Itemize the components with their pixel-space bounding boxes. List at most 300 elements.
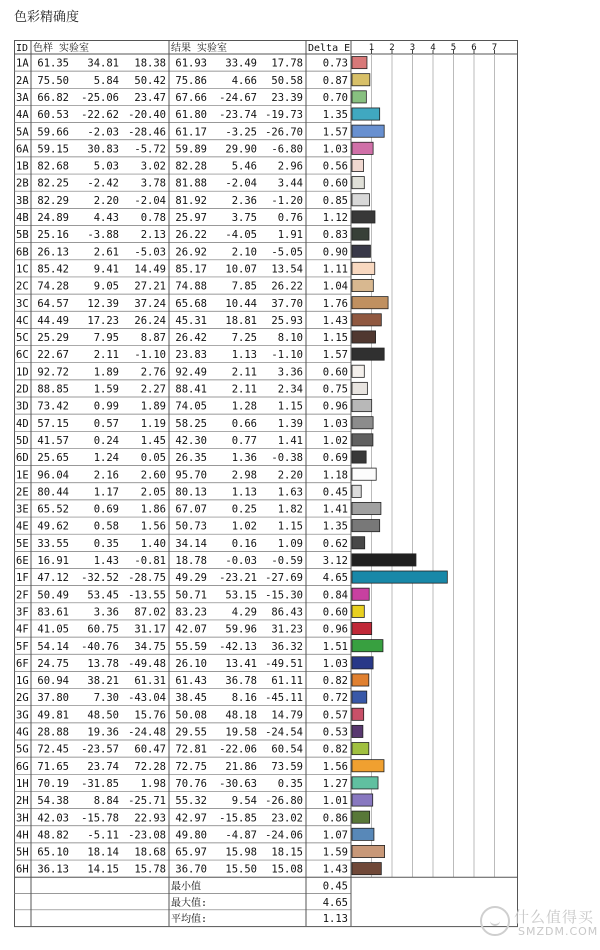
- res-b-value: 1.91: [277, 229, 303, 242]
- row-id: 2E: [16, 486, 29, 499]
- row-id: 6B: [16, 246, 29, 259]
- ref-a-value: 2.61: [93, 246, 119, 259]
- delta-e-value: 1.03: [322, 417, 348, 430]
- delta-e-bar: [352, 485, 361, 497]
- delta-e-bar: [352, 194, 369, 206]
- delta-e-value: 1.51: [322, 640, 348, 653]
- row-id: 3D: [16, 400, 29, 413]
- res-l-value: 72.75: [175, 760, 207, 773]
- res-b-value: 3.44: [277, 177, 303, 190]
- ref-b-value: 8.87: [140, 332, 166, 345]
- delta-e-bar: [352, 57, 367, 69]
- delta-e-value: 0.96: [322, 623, 348, 636]
- row-id: 6A: [16, 143, 29, 156]
- row-id: 6H: [16, 863, 29, 876]
- delta-e-value: 1.02: [322, 434, 348, 447]
- res-b-value: -27.69: [265, 572, 303, 585]
- ref-a-value: -15.78: [81, 812, 119, 825]
- delta-e-value: 1.56: [322, 760, 348, 773]
- ref-b-value: 1.19: [140, 417, 166, 430]
- delta-e-bar: [352, 725, 363, 737]
- ref-l-value: 60.94: [37, 675, 69, 688]
- res-a-value: 0.25: [231, 503, 257, 516]
- ref-a-value: 14.15: [87, 863, 119, 876]
- row-id: 5F: [16, 640, 29, 653]
- delta-e-value: 0.85: [322, 194, 348, 207]
- row-id: 1F: [16, 572, 29, 585]
- delta-e-bar: [352, 811, 370, 823]
- ref-b-value: 22.93: [134, 812, 166, 825]
- ref-l-value: 28.88: [37, 726, 69, 739]
- res-b-value: 50.58: [271, 74, 303, 87]
- delta-e-value: 1.35: [322, 520, 348, 533]
- watermark-text: 什么值得买: [514, 908, 595, 926]
- res-l-value: 18.78: [175, 555, 207, 567]
- ref-l-value: 22.67: [37, 349, 69, 362]
- ref-a-value: 23.74: [87, 760, 119, 773]
- scale-tick-label: 1: [368, 43, 375, 53]
- row-id: 3H: [16, 812, 29, 825]
- delta-e-bar: [352, 177, 364, 189]
- ref-a-value: -5.11: [87, 829, 119, 842]
- summary-value: 0.45: [322, 880, 348, 893]
- ref-b-value: 1.56: [140, 520, 166, 533]
- ref-b-value: -23.08: [128, 829, 166, 842]
- res-l-value: 74.88: [175, 280, 207, 293]
- ref-b-value: -13.55: [128, 589, 166, 602]
- delta-e-value: 1.01: [322, 795, 348, 808]
- delta-e-value: 1.35: [322, 109, 348, 122]
- ref-l-value: 71.65: [37, 760, 69, 773]
- res-l-value: 26.22: [175, 229, 207, 242]
- res-b-value: -1.20: [271, 194, 303, 207]
- ref-a-value: 1.43: [93, 555, 119, 567]
- delta-e-value: 0.72: [322, 692, 348, 705]
- res-b-value: 31.23: [271, 623, 303, 636]
- delta-e-bar: [352, 520, 380, 532]
- res-b-value: -24.54: [265, 726, 303, 739]
- delta-e-bar: [352, 622, 372, 634]
- res-l-value: 61.93: [175, 57, 207, 70]
- res-l-value: 67.66: [175, 91, 207, 104]
- res-l-value: 61.17: [175, 126, 207, 139]
- ref-b-value: 15.76: [134, 709, 166, 722]
- row-id: 3F: [16, 606, 29, 619]
- delta-e-bar: [352, 588, 369, 600]
- ref-l-value: 92.72: [37, 366, 69, 379]
- ref-l-value: 82.29: [37, 194, 69, 207]
- scale-tick-label: 4: [430, 43, 436, 53]
- ref-l-value: 44.49: [37, 314, 69, 327]
- res-b-value: 13.54: [271, 263, 303, 276]
- ref-l-value: 65.10: [37, 846, 69, 859]
- ref-a-value: 8.84: [93, 795, 119, 808]
- ref-l-value: 25.16: [37, 229, 69, 242]
- delta-e-bar: [352, 279, 373, 291]
- res-b-value: 17.78: [271, 57, 303, 70]
- ref-a-value: 53.45: [87, 589, 119, 602]
- ref-a-value: 0.58: [93, 520, 119, 533]
- scale-tick-label: 3: [409, 43, 416, 53]
- ref-a-value: -32.52: [81, 572, 119, 585]
- res-a-value: 10.07: [225, 263, 257, 276]
- scale-tick-label: 6: [471, 43, 477, 53]
- ref-a-value: 2.11: [93, 349, 119, 362]
- delta-e-bar: [352, 777, 378, 789]
- res-b-value: -26.80: [265, 795, 303, 808]
- res-a-value: -22.06: [219, 743, 257, 756]
- delta-e-value: 1.07: [322, 829, 348, 842]
- delta-e-value: 0.60: [322, 177, 348, 190]
- res-a-value: 29.90: [225, 143, 257, 156]
- delta-e-value: 0.82: [322, 743, 348, 756]
- row-id: 5H: [16, 846, 29, 859]
- ref-b-value: -49.48: [128, 657, 166, 670]
- scale-tick-label: 7: [491, 43, 498, 53]
- ref-b-value: 37.24: [134, 297, 166, 310]
- res-a-value: 15.50: [225, 863, 257, 876]
- delta-e-bar: [352, 382, 367, 394]
- res-a-value: 2.98: [231, 469, 257, 482]
- delta-e-bar: [352, 451, 366, 463]
- res-b-value: -45.11: [265, 692, 303, 705]
- ref-a-value: -31.85: [81, 777, 119, 790]
- ref-a-value: 12.39: [87, 297, 119, 310]
- res-b-value: 86.43: [271, 606, 303, 619]
- ref-l-value: 41.05: [37, 623, 69, 636]
- row-id: 4A: [16, 109, 29, 122]
- delta-e-bar: [352, 828, 374, 840]
- res-b-value: 25.93: [271, 314, 303, 327]
- summary-label: 平均值:: [171, 914, 208, 926]
- res-b-value: 36.32: [271, 640, 303, 653]
- ref-l-value: 82.25: [37, 177, 69, 190]
- delta-e-value: 0.57: [322, 709, 348, 722]
- res-b-value: 3.36: [277, 366, 303, 379]
- res-a-value: 18.81: [225, 314, 257, 327]
- ref-l-value: 60.53: [37, 109, 69, 122]
- res-a-value: 33.49: [225, 57, 257, 70]
- res-b-value: 8.10: [277, 332, 303, 345]
- res-l-value: 55.32: [175, 795, 207, 808]
- row-id: 4E: [16, 520, 29, 533]
- res-b-value: 60.54: [271, 743, 303, 756]
- ref-b-value: 0.05: [140, 452, 166, 465]
- ref-b-value: 2.27: [140, 383, 166, 396]
- delta-e-bar: [352, 434, 373, 446]
- delta-e-bar: [352, 331, 376, 343]
- res-a-value: 7.25: [231, 332, 257, 345]
- res-l-value: 26.42: [175, 332, 207, 345]
- delta-e-value: 0.69: [322, 452, 348, 465]
- header-id: ID: [16, 43, 29, 54]
- delta-e-value: 0.45: [322, 486, 348, 499]
- delta-e-bar: [352, 91, 366, 103]
- summary-value: 4.65: [322, 896, 348, 909]
- row-id: 6E: [16, 555, 29, 567]
- res-l-value: 45.31: [175, 314, 207, 327]
- row-id: 6G: [16, 760, 29, 773]
- ref-b-value: 61.31: [134, 675, 166, 688]
- res-l-value: 81.92: [175, 194, 207, 207]
- res-l-value: 81.88: [175, 177, 207, 190]
- row-id: 5E: [16, 537, 29, 550]
- ref-b-value: 1.45: [140, 434, 166, 447]
- ref-a-value: 0.69: [93, 503, 119, 516]
- res-l-value: 58.25: [175, 417, 207, 430]
- res-a-value: 10.44: [225, 297, 257, 310]
- res-a-value: 9.54: [231, 795, 257, 808]
- ref-a-value: -40.76: [81, 640, 119, 653]
- delta-e-bar: [352, 571, 447, 583]
- delta-e-value: 0.60: [322, 366, 348, 379]
- res-a-value: 8.16: [231, 692, 257, 705]
- header-delta-e: Delta E: [308, 43, 351, 54]
- res-l-value: 50.71: [175, 589, 207, 602]
- res-l-value: 83.23: [175, 606, 207, 619]
- res-l-value: 74.05: [175, 400, 207, 413]
- res-l-value: 42.97: [175, 812, 207, 825]
- res-a-value: 1.36: [231, 452, 257, 465]
- ref-a-value: 1.59: [93, 383, 119, 396]
- delta-e-value: 0.83: [322, 229, 348, 242]
- row-id: 6C: [16, 349, 29, 362]
- delta-e-bar: [352, 262, 375, 274]
- delta-e-value: 0.62: [322, 537, 348, 550]
- ref-a-value: -2.42: [87, 177, 119, 190]
- delta-e-value: 0.73: [322, 57, 348, 70]
- res-b-value: 23.39: [271, 91, 303, 104]
- delta-e-value: 1.18: [322, 469, 348, 482]
- row-id: 5C: [16, 332, 29, 345]
- ref-b-value: 18.68: [134, 846, 166, 859]
- scale-tick-label: 2: [389, 43, 395, 53]
- res-l-value: 50.73: [175, 520, 207, 533]
- ref-a-value: 0.35: [93, 537, 119, 550]
- delta-e-value: 1.43: [322, 314, 348, 327]
- res-l-value: 92.49: [175, 366, 207, 379]
- res-a-value: 7.85: [231, 280, 257, 293]
- res-a-value: 21.86: [225, 760, 257, 773]
- ref-b-value: 3.02: [140, 160, 166, 173]
- delta-e-value: 0.86: [322, 812, 348, 825]
- res-a-value: -4.87: [225, 829, 257, 842]
- res-a-value: -15.85: [219, 812, 257, 825]
- row-id: 4H: [16, 829, 29, 842]
- ref-l-value: 33.55: [37, 537, 69, 550]
- ref-l-value: 36.13: [37, 863, 69, 876]
- ref-b-value: 50.42: [134, 74, 166, 87]
- delta-e-bar: [352, 365, 364, 377]
- ref-l-value: 24.89: [37, 212, 69, 224]
- delta-e-bar: [352, 108, 380, 120]
- ref-b-value: 87.02: [134, 606, 166, 619]
- res-a-value: -30.63: [219, 777, 257, 790]
- res-l-value: 67.07: [175, 503, 207, 516]
- delta-e-bar: [352, 417, 373, 429]
- ref-l-value: 61.35: [37, 57, 69, 70]
- ref-b-value: 34.75: [134, 640, 166, 653]
- res-a-value: -23.21: [219, 572, 257, 585]
- delta-e-bar: [352, 863, 381, 875]
- ref-l-value: 85.42: [37, 263, 69, 276]
- ref-b-value: 1.40: [140, 537, 166, 550]
- row-id: 1G: [16, 675, 29, 688]
- ref-b-value: 1.86: [140, 503, 166, 516]
- delta-e-value: 0.82: [322, 675, 348, 688]
- ref-b-value: 3.78: [140, 177, 166, 190]
- ref-a-value: 0.57: [93, 417, 119, 430]
- ref-a-value: -22.62: [81, 109, 119, 122]
- delta-e-bar: [352, 314, 381, 326]
- res-l-value: 29.55: [175, 726, 207, 739]
- ref-l-value: 50.49: [37, 589, 69, 602]
- res-l-value: 72.81: [175, 743, 207, 756]
- delta-e-value: 1.03: [322, 143, 348, 156]
- res-l-value: 65.97: [175, 846, 207, 859]
- res-b-value: 18.15: [271, 846, 303, 859]
- scale-tick-label: 5: [450, 43, 457, 53]
- ref-b-value: -24.48: [128, 726, 166, 739]
- res-l-value: 34.14: [175, 537, 207, 550]
- res-l-value: 59.89: [175, 143, 207, 156]
- ref-l-value: 37.80: [37, 692, 69, 705]
- ref-a-value: 7.30: [93, 692, 119, 705]
- res-a-value: 1.28: [231, 400, 257, 413]
- ref-l-value: 47.12: [37, 572, 69, 585]
- ref-a-value: 2.16: [93, 469, 119, 482]
- res-l-value: 38.45: [175, 692, 207, 705]
- ref-b-value: 2.05: [140, 486, 166, 499]
- ref-l-value: 49.81: [37, 709, 69, 722]
- ref-b-value: -20.40: [128, 109, 166, 122]
- page-title: 色彩精确度: [14, 10, 80, 25]
- res-l-value: 49.80: [175, 829, 207, 842]
- res-b-value: 2.20: [277, 469, 303, 482]
- summary-label: 最小值: [171, 881, 201, 893]
- row-id: 1B: [16, 160, 29, 173]
- row-id: 4F: [16, 623, 29, 636]
- res-a-value: 5.46: [231, 160, 257, 173]
- delta-e-value: 0.84: [322, 589, 348, 602]
- ref-l-value: 64.57: [37, 297, 69, 310]
- delta-e-bar: [352, 554, 416, 566]
- ref-b-value: 23.47: [134, 91, 166, 104]
- res-l-value: 80.13: [175, 486, 207, 499]
- row-id: 4B: [16, 212, 29, 224]
- res-l-value: 95.70: [175, 469, 207, 482]
- ref-a-value: 0.99: [93, 400, 119, 413]
- res-b-value: 1.39: [277, 417, 303, 430]
- row-id: 2A: [16, 74, 29, 87]
- res-b-value: -26.70: [265, 126, 303, 139]
- summary-value: 1.13: [322, 913, 348, 926]
- ref-a-value: 19.36: [87, 726, 119, 739]
- delta-e-value: 0.75: [322, 383, 348, 396]
- res-a-value: 48.18: [225, 709, 257, 722]
- res-a-value: 3.75: [231, 212, 257, 224]
- res-a-value: 19.58: [225, 726, 257, 739]
- res-b-value: 1.15: [277, 520, 303, 533]
- delta-e-bar: [352, 142, 373, 154]
- ref-l-value: 59.66: [37, 126, 69, 139]
- delta-e-bar: [352, 760, 384, 772]
- delta-e-value: 0.87: [322, 74, 348, 87]
- ref-a-value: 1.24: [93, 452, 119, 465]
- delta-e-value: 1.41: [322, 503, 348, 516]
- ref-a-value: -25.06: [81, 91, 119, 104]
- row-id: 5D: [16, 434, 29, 447]
- ref-b-value: 2.13: [140, 229, 166, 242]
- row-id: 4C: [16, 314, 29, 327]
- res-a-value: 15.98: [225, 846, 257, 859]
- delta-e-bar: [352, 348, 384, 360]
- res-b-value: 37.70: [271, 297, 303, 310]
- ref-a-value: 34.81: [87, 57, 119, 70]
- res-l-value: 50.08: [175, 709, 207, 722]
- delta-e-bar: [352, 708, 364, 720]
- res-l-value: 26.10: [175, 657, 207, 670]
- res-a-value: 4.66: [231, 74, 257, 87]
- delta-e-bar: [352, 228, 369, 240]
- delta-e-value: 0.56: [322, 160, 348, 173]
- res-l-value: 23.83: [175, 349, 207, 362]
- res-a-value: 53.15: [225, 589, 257, 602]
- ref-a-value: 1.89: [93, 366, 119, 379]
- ref-l-value: 70.19: [37, 777, 69, 790]
- delta-e-bar: [352, 468, 376, 480]
- ref-b-value: -1.10: [134, 349, 166, 362]
- res-a-value: 1.13: [231, 349, 257, 362]
- res-b-value: 61.11: [271, 675, 303, 688]
- ref-a-value: 5.84: [93, 74, 119, 87]
- delta-e-bar: [352, 743, 369, 755]
- ref-b-value: 15.78: [134, 863, 166, 876]
- ref-b-value: -5.72: [134, 143, 166, 156]
- ref-b-value: 72.28: [134, 760, 166, 773]
- res-l-value: 55.59: [175, 640, 207, 653]
- ref-a-value: 17.23: [87, 314, 119, 327]
- res-a-value: 2.36: [231, 194, 257, 207]
- ref-l-value: 42.03: [37, 812, 69, 825]
- ref-b-value: -43.04: [128, 692, 166, 705]
- ref-b-value: 14.49: [134, 263, 166, 276]
- res-l-value: 85.17: [175, 263, 207, 276]
- ref-b-value: 18.38: [134, 57, 166, 70]
- res-l-value: 36.70: [175, 863, 207, 876]
- res-b-value: -19.73: [265, 109, 303, 122]
- res-l-value: 75.86: [175, 74, 207, 87]
- ref-l-value: 65.52: [37, 503, 69, 516]
- res-l-value: 26.92: [175, 246, 207, 259]
- delta-e-value: 1.57: [322, 349, 348, 362]
- row-id: 2F: [16, 589, 29, 602]
- res-b-value: -15.30: [265, 589, 303, 602]
- delta-e-value: 1.03: [322, 657, 348, 670]
- ref-b-value: 2.76: [140, 366, 166, 379]
- row-id: 2B: [16, 177, 29, 190]
- ref-a-value: 30.83: [87, 143, 119, 156]
- res-l-value: 82.28: [175, 160, 207, 173]
- ref-l-value: 73.42: [37, 400, 69, 413]
- res-b-value: 1.82: [277, 503, 303, 516]
- row-id: 6D: [16, 452, 29, 465]
- delta-e-value: 3.12: [322, 555, 348, 567]
- delta-e-bar: [352, 502, 381, 514]
- delta-e-bar: [352, 297, 388, 309]
- delta-e-value: 1.43: [322, 863, 348, 876]
- res-b-value: 14.79: [271, 709, 303, 722]
